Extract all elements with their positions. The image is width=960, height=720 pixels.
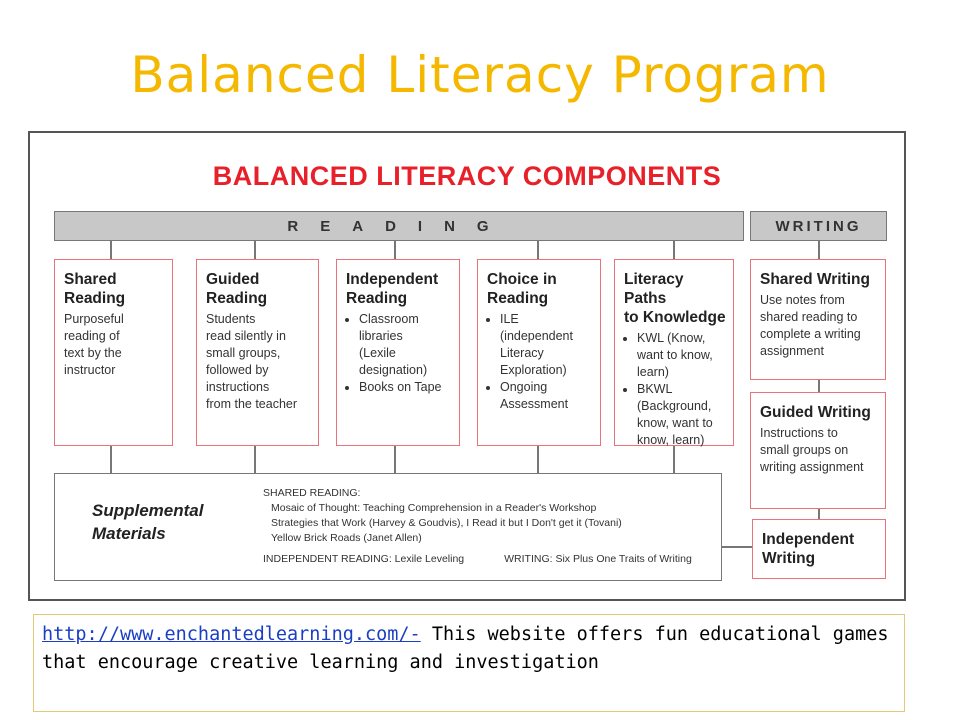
- connector-line: [394, 241, 396, 259]
- writing-bar: WRITING: [750, 211, 887, 241]
- supplemental-box: [54, 473, 722, 581]
- connector-line: [818, 509, 820, 519]
- list-item: • Books on Tape: [359, 379, 453, 396]
- bullet-list: [487, 311, 594, 413]
- list-item: • Ongoing Assessment: [500, 379, 594, 413]
- slide-title: Balanced Literacy Program: [130, 46, 830, 104]
- shared-reading-box: [54, 259, 173, 446]
- supplemental-text: [263, 486, 692, 567]
- independent-reading-note: INDEPENDENT READING: Lexile Leveling: [263, 553, 465, 565]
- supplemental-item: Strategies that Work (Harvey & Goudvis), I Read it but I Don't get it (Tovani): [271, 517, 622, 529]
- connector-line: [110, 241, 112, 259]
- box-text: Students read silently in small groups, followed by instructions from the teacher: [206, 312, 298, 411]
- connector-line: [537, 241, 539, 259]
- independent-writing-box: [752, 519, 886, 579]
- box-title: Guided Reading: [206, 271, 268, 307]
- choice-in-reading-box: [477, 259, 601, 446]
- enchanted-learning-link[interactable]: http://www.enchantedlearning.com/-: [42, 624, 421, 645]
- connector-line: [110, 446, 112, 473]
- box-title: Independent Reading: [346, 271, 439, 307]
- list-item: • BKWL (Background, know, want to know, learn): [637, 381, 727, 449]
- writing-note: WRITING: Six Plus One Traits of Writing: [504, 553, 692, 565]
- connector-line: [254, 241, 256, 259]
- shared-writing-box: [750, 259, 886, 380]
- list-item: • ILE (independent Literacy Exploration): [500, 311, 594, 379]
- connector-line: [818, 380, 820, 392]
- reading-bar: READING: [54, 211, 744, 241]
- box-title: Literacy Paths to Knowledge: [624, 271, 726, 326]
- box-title: Shared Reading: [64, 271, 126, 307]
- connector-line: [254, 446, 256, 473]
- connector-line: [722, 546, 752, 548]
- link-caption-box: [33, 614, 905, 712]
- literacy-diagram: [28, 131, 906, 601]
- guided-writing-box: [750, 392, 886, 509]
- box-text: Purposeful reading of text by the instructor: [64, 312, 124, 377]
- box-title: Guided Writing: [760, 404, 871, 421]
- box-title: Shared Writing: [760, 271, 870, 288]
- box-title: Choice in Reading: [487, 271, 557, 307]
- box-text: Use notes from shared reading to complete a writing assignment: [760, 293, 861, 358]
- connector-line: [818, 241, 820, 259]
- supplemental-item: Mosaic of Thought: Teaching Comprehension in a Reader's Workshop: [271, 502, 597, 514]
- independent-reading-box: [336, 259, 460, 446]
- literacy-paths-box: [614, 259, 734, 446]
- bullet-list: [346, 311, 453, 396]
- connector-line: [537, 446, 539, 473]
- box-title: Independent Writing: [762, 531, 855, 567]
- list-item: • KWL (Know, want to know, learn): [637, 330, 727, 381]
- bullet-list: [624, 330, 727, 449]
- connector-line: [673, 446, 675, 473]
- supplemental-title: Supplemental Materials: [92, 501, 204, 543]
- supplemental-item: Yellow Brick Roads (Janet Allen): [271, 532, 422, 544]
- supplemental-heading: SHARED READING:: [263, 487, 361, 499]
- guided-reading-box: [196, 259, 319, 446]
- list-item: • Classroom libraries (Lexile designation): [359, 311, 453, 379]
- connector-line: [673, 241, 675, 259]
- connector-line: [394, 446, 396, 473]
- link-description: This website offers fun educational games that encourage creative learning and investigation: [42, 624, 889, 673]
- diagram-title: BALANCED LITERACY COMPONENTS: [212, 161, 722, 191]
- box-text: Instructions to small groups on writing assignment: [760, 426, 864, 474]
